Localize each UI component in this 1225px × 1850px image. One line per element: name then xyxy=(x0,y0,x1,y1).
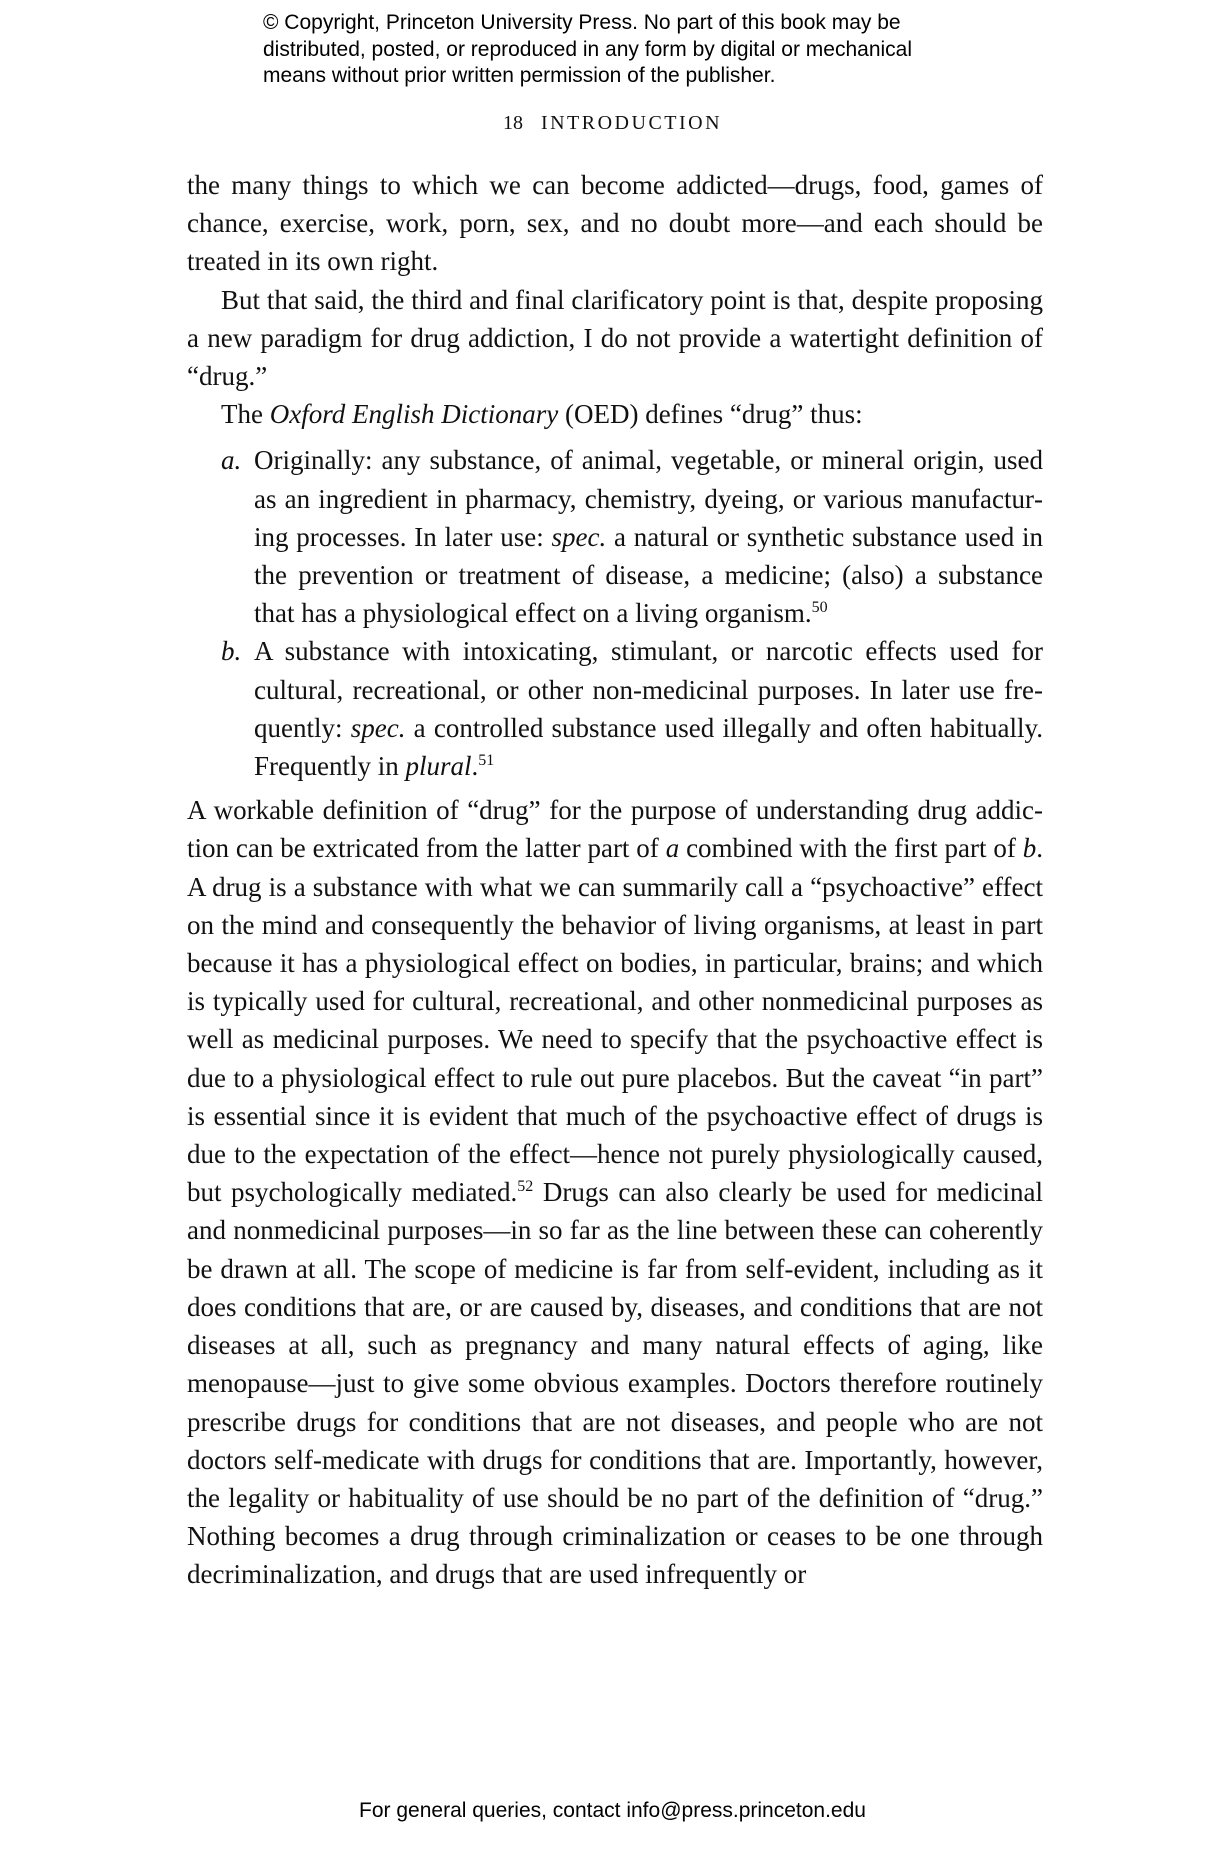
definition-list xyxy=(187,441,1043,785)
text-run: . xyxy=(471,751,479,782)
italic-text: a xyxy=(665,833,680,864)
text-run: (OED) defines “drug” thus: xyxy=(558,399,863,430)
text-run: Drugs can also clearly be used for medicinal and nonmedicinal purposes—in so far as the line between these can coherently be drawn at all. The scope of medicine is far from self-evident, including as it does conditions that are, or are caused by, diseases, and conditions that are not diseases at all, such as pregnancy and many natural effects of aging, like menopause—just to give some obvious examples. Doctors therefore routinely prescribe drugs for conditions that are not diseases, and people who are not doctors self-medicate with drugs for conditions that are. Importantly, however, the legality or habituality of use should be no part of the definition of “drug.” Nothing becomes a drug through criminalization or ceases to be one through decriminalization, and drugs that are used infrequently or xyxy=(187,1177,1043,1590)
text-run: . A drug is a substance with what we can summarily call a “psychoactive” effect on the mind and consequently the behavior of living organisms, at least in part because it has a physiological effect on bodies, in particular, brains; and which is typically used for cultural, recreational, and other nonmedicinal purposes as well as medicinal purposes. We need to specify that the psychoactive effect is due to a physiological effect to rule out pure placebos. But the caveat “in part” is essential since it is evident that much of the psychoactive effect of drugs is due to the expectation of the effect—hence not purely physiologically caused, but psychologically mediated. xyxy=(187,833,1043,1208)
running-header xyxy=(0,112,1225,135)
italic-text: spec. xyxy=(350,712,406,743)
book-title: Oxford English Dictionary xyxy=(269,399,559,430)
paragraph xyxy=(187,395,1043,433)
footnote-ref[interactable]: 52 xyxy=(517,1178,534,1196)
italic-text: b xyxy=(1022,833,1037,864)
footer-contact: For general queries, contact info@press.princeton.edu xyxy=(359,1799,866,1822)
text-run: a controlled substance used illegally and often habitually. Frequently in xyxy=(254,712,1044,782)
text-run: a natural or synthetic substance used in the prevention or treatment of disease, a medicine; (also) a substance that has a physiological effect on a living organism. xyxy=(254,521,1043,629)
copyright-line: © Copyright, Princeton University Press. No part of this book may be xyxy=(263,11,901,34)
list-marker: a. xyxy=(221,445,242,476)
definition-item xyxy=(187,632,1043,785)
copyright-line: distributed, posted, or reproduced in any form by digital or mechanical xyxy=(263,37,913,61)
page-number: 18 xyxy=(502,112,523,134)
text-run: The xyxy=(221,399,270,430)
text-run: combined with the first part of xyxy=(679,833,1023,864)
body-text xyxy=(187,166,1043,1594)
text-run: A substance with intoxicating, stimulant, or narcotic effects used for cultural, recreational, or other non-medicinal purposes. In later use frequently: xyxy=(254,636,1043,743)
italic-text: plural xyxy=(405,751,472,782)
paragraph xyxy=(187,791,1043,1593)
copyright-notice xyxy=(263,10,1023,90)
section-title: INTRODUCTION xyxy=(540,112,723,134)
text-run: A workable definition of “drug” for the purpose of understanding drug addiction can be extricated from the latter part of xyxy=(187,795,1043,864)
list-marker: b. xyxy=(221,636,242,667)
footnote-ref[interactable]: 50 xyxy=(811,599,828,617)
copyright-line: means without prior written permission of the publisher. xyxy=(263,64,776,87)
footnote-ref[interactable]: 51 xyxy=(478,752,495,770)
text-run: Originally: any substance, of animal, vegetable, or mineral origin, used as an ingredient in pharmacy, chemistry, dyeing, or various manufacturing processes. In later use: xyxy=(254,445,1043,552)
paragraph: But that said, the third and final clarificatory point is that, despite proposing a new paradigm for drug addiction, I do not provide a watertight definition of “drug.” xyxy=(187,284,1043,392)
definition-item xyxy=(187,441,1043,632)
italic-text: spec. xyxy=(551,521,607,552)
paragraph: the many things to which we can become addicted—drugs, food, games of chance, exercise, work, porn, sex, and no doubt more—and each should be treated in its own right. xyxy=(187,170,1043,277)
